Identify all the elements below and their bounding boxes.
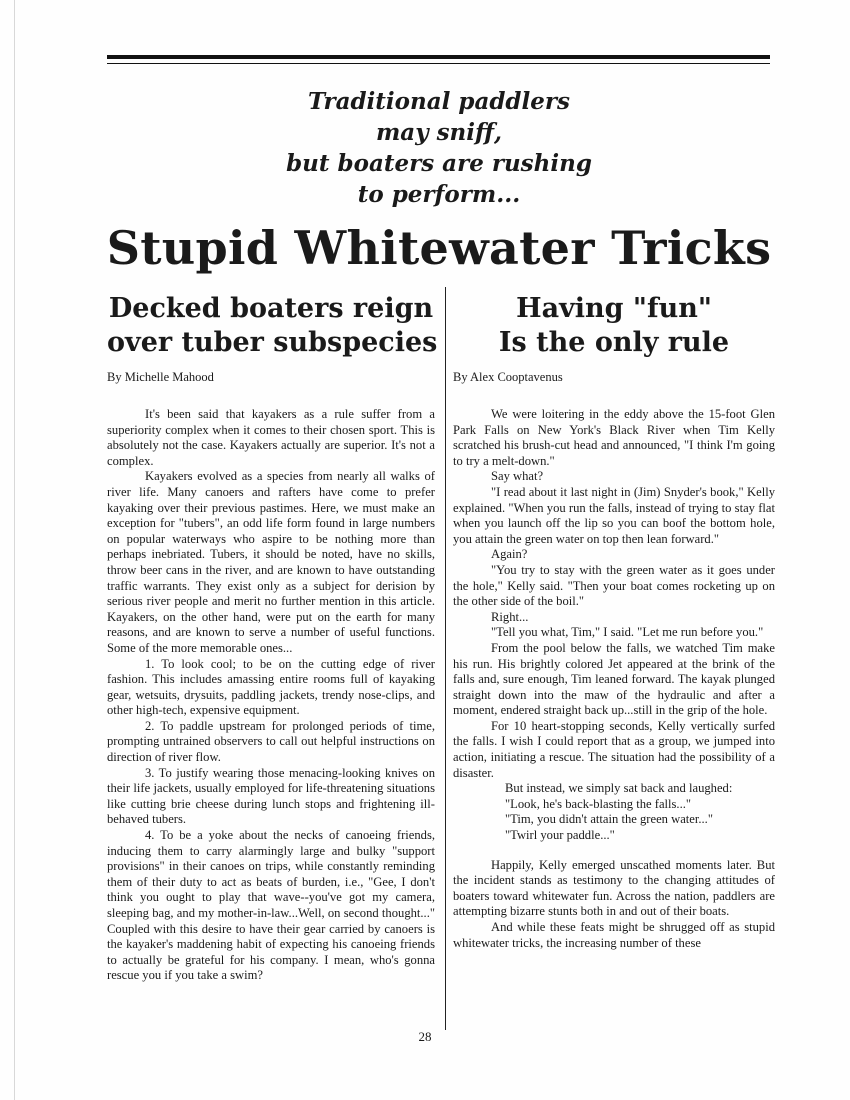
top-rule	[107, 55, 770, 59]
deck-line: but boaters are rushing	[286, 150, 592, 177]
paragraph: And while these feats might be shrugged off as stupid whitewater tricks, the increasing number of these	[453, 920, 775, 950]
left-byline: By Michelle Mahood	[107, 370, 214, 384]
right-column	[453, 292, 775, 951]
deck-line: Traditional paddlers	[308, 88, 570, 115]
quote-line: "Tim, you didn't attain the green water..."	[505, 812, 713, 827]
paragraph: 4. To be a yoke about the necks of canoeing friends, inducing them to carry alarmingly large and bulky "support provisions" in their canoes on trips, while constantly reminding them of their duty to act as beats of burden, i.e., "Gee, I don't think you ought to play that wave--you've got my camera, sleeping bag, and my mother-in-law...Well, on second thought..." Coupled with this desire to have their gear carried by canoers is the kayaker's maddening habit of expecting his canoeing friends to actually be grateful for his company. I mean, who's gonna rescue you if you take a swim?	[107, 828, 435, 983]
left-body	[107, 407, 435, 984]
right-byline: By Alex Cooptavenus	[453, 370, 563, 384]
paragraph: "You try to stay with the green water as it goes under the hole," Kelly said. "Then your boat comes rocketing up on the other side of the boil."	[453, 562, 775, 609]
paragraph: "I read about it last night in (Jim) Snyder's book," Kelly explained. "When you run the falls, instead of trying to stay flat when you launch off the lip so you can boof the bottom hole, you attain the green water on top then lean forward."	[453, 484, 775, 546]
paragraph: Right...	[491, 609, 529, 624]
quote-line: "Twirl your paddle..."	[505, 828, 615, 843]
paragraph: From the pool below the falls, we watched Tim make his run. His brightly colored Jet appeared at the brink of the falls and, sure enough, Tim leaned forward. The kayak plunged straight down into the maw of the hydraulic and after a moment, endered straight back up...still in the grip of the hole.	[453, 640, 775, 718]
article-title: Stupid Whitewater Tricks	[106, 221, 772, 275]
page-edge-line	[14, 0, 15, 1100]
paragraph: Kayakers evolved as a species from nearly all walks of river life. Many canoers and rafters have come to prefer kayaking over their previous pastimes. Here, we must make an exception for "tubers", an odd life form found in large numbers on popular waterways who aspire to be nothing more than perhaps inebriated. Tubers, it should be noted, have no skills, throw beer cans in the river, and are known to have outstanding traffic warrants. They exist only as a subject for derision by serious river people and merit no further mention in this article. Kayakers, on the other hand, were put on the earth for many reasons, and are known to serve a number of useful functions. Some of the more memorable ones...	[107, 469, 435, 655]
paragraph: Again?	[491, 547, 528, 562]
headline-line: Is the only rule	[498, 327, 730, 358]
column-divider	[445, 287, 446, 1030]
deck-line: to perform...	[357, 181, 521, 208]
paragraph: Happily, Kelly emerged unscathed moments later. But the incident stands as testimony to the changing attitudes of boaters toward whitewater fun. Across the nation, paddlers are attempting bizarre stunts both in and out of their boats.	[453, 857, 775, 919]
quote-line: "Look, he's back-blasting the falls..."	[505, 796, 692, 811]
paragraph: 1. To look cool; to be on the cutting edge of river fashion. This includes amassing entire rooms full of kayaking gear, wetsuits, drysuits, paddling jackets, trendy nose-clips, and other high-tech, expensive equipment.	[107, 656, 435, 718]
deck-line: may sniff,	[375, 119, 503, 146]
paragraph: We were loitering in the eddy above the 15-foot Glen Park Falls on New York's Black River when Tim Kelly scratched his brush-cut head and announced, "I think I'm going to try a melt-down."	[453, 407, 775, 468]
paragraph: 3. To justify wearing those menacing-looking knives on their life jackets, usually employed for life-threatening situations like cutting brie cheese during lunch stops and frightening ill-behaved tubers.	[107, 765, 435, 827]
paragraph: It's been said that kayakers as a rule suffer from a superiority complex when it comes to their chosen sport. This is absolutely not the case. Kayakers actually are superior. It's not a complex.	[107, 407, 435, 468]
headline-line: Decked boaters reign	[108, 293, 434, 324]
paragraph: 2. To paddle upstream for prolonged periods of time, prompting untrained observers to call out helpful instructions on direction of river flow.	[107, 718, 435, 765]
top-rule-thin	[107, 63, 770, 64]
headline-line: over tuber subspecies	[107, 327, 438, 358]
left-headline	[107, 292, 438, 360]
deck	[150, 86, 728, 210]
paragraph: But instead, we simply sat back and laughed:	[505, 781, 733, 796]
right-body	[453, 407, 775, 951]
left-column	[107, 292, 438, 984]
paragraph: For 10 heart-stopping seconds, Kelly vertically surfed the falls. I wish I could report that as a group, we jumped into action, initiating a rescue. The situation had the possibility of a disaster.	[453, 718, 775, 780]
paragraph: Say what?	[491, 469, 544, 484]
paragraph: "Tell you what, Tim," I said. "Let me run before you."	[491, 625, 764, 640]
headline-line: Having "fun"	[516, 293, 712, 324]
page-number: 28	[418, 1029, 432, 1044]
right-headline	[453, 292, 775, 360]
